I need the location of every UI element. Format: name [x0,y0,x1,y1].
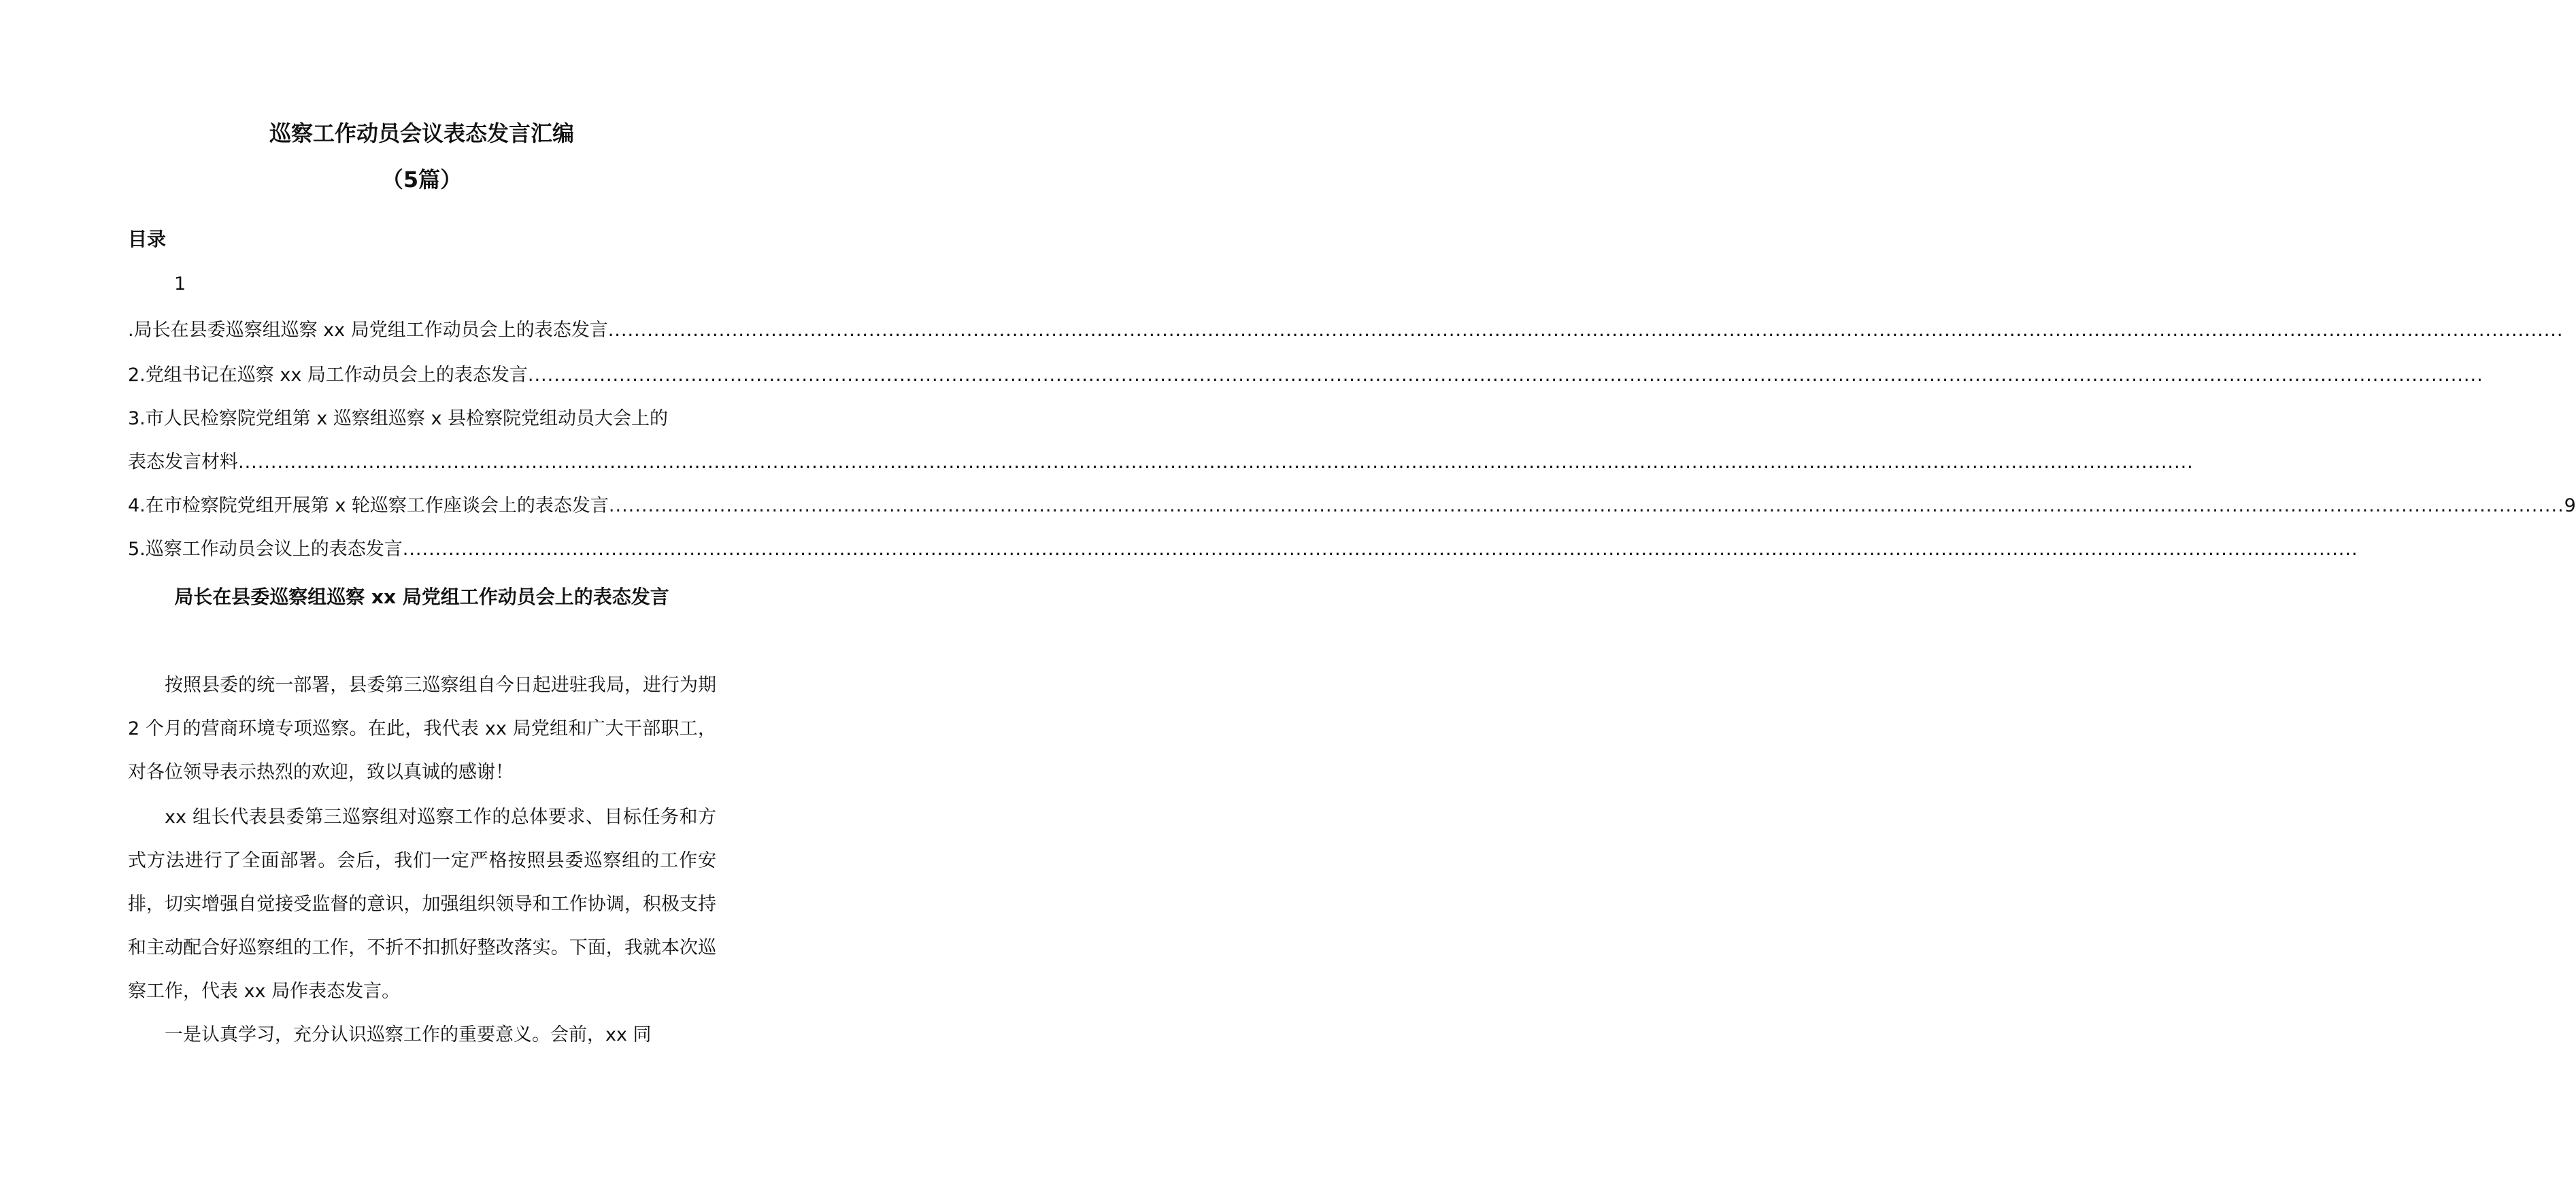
toc-leader-dots: ............................................................................................................................................................................................................................................................................................................ [608,495,2564,516]
toc-entry-label: 5.巡察工作动员会议上的表态发言 [128,539,403,560]
toc-entry[interactable] [128,362,2483,389]
body-paragraph: xx 组长代表县委第三巡察组对巡察工作的总体要求、目标任务和方式方法进行了全面部署。会后，我们一定严格按照县委巡察组的工作安排，切实增强自觉接受监督的意识，加强组织领导和工作协调，积极支持和主动配合好巡察组的工作，不折不扣抓好整改落实。下面，我就本次巡察工作，代表 xx 局作表态发言。 [128,807,716,1002]
toc-first-number: 1 [174,273,186,295]
body-paragraph: 按照县委的统一部署，县委第三巡察组自今日起进驻我局，进行为期 2 个月的营商环境专项巡察。在此，我代表 xx 局党组和广大干部职工，对各位领导表示热烈的欢迎，致以真诚的感谢！ [128,675,716,783]
toc-leader-dots: ............................................................................................................................................................................................................................................................................................................ [402,539,2358,560]
toc-entry-label: 表态发言材料 [128,452,238,473]
toc-entry-label: 4.在市检察院党组开展第 x 轮巡察工作座谈会上的表态发言 [128,495,609,516]
document-title: 巡察工作动员会议表态发言汇编 [269,120,574,146]
toc-entry[interactable] [128,492,2576,520]
toc-leader-dots: ............................................................................................................................................................................................................................................................................................................ [607,320,2564,341]
section-title: 局长在县委巡察组巡察 xx 局党组工作动员会上的表态发言 [174,586,669,608]
toc-leader-dots: ............................................................................................................................................................................................................................................................................................................ [527,365,2483,386]
toc-entry[interactable] [128,536,2358,563]
toc-entry[interactable] [128,449,2194,476]
toc-entry-label: 3.市人民检察院党组第 x 巡察组巡察 x 县检察院党组动员大会上的 [128,408,669,429]
toc-heading: 目录 [128,228,167,250]
document-subtitle: （5篇） [381,167,463,192]
toc-entry-label: 2.党组书记在巡察 xx 局工作动员会上的表态发言 [128,365,528,386]
body-paragraph: 一是认真学习，充分认识巡察工作的重要意义。会前，xx 同 [165,1024,652,1045]
toc-entry[interactable] [128,317,2564,344]
toc-entry-label: .局长在县委巡察组巡察 xx 局党组工作动员会上的表态发言 [128,320,608,341]
toc-entry-page: 9 [2564,495,2576,516]
toc-leader-dots: ............................................................................................................................................................................................................................................................................................................ [238,452,2194,473]
toc-entry[interactable] [128,405,716,433]
